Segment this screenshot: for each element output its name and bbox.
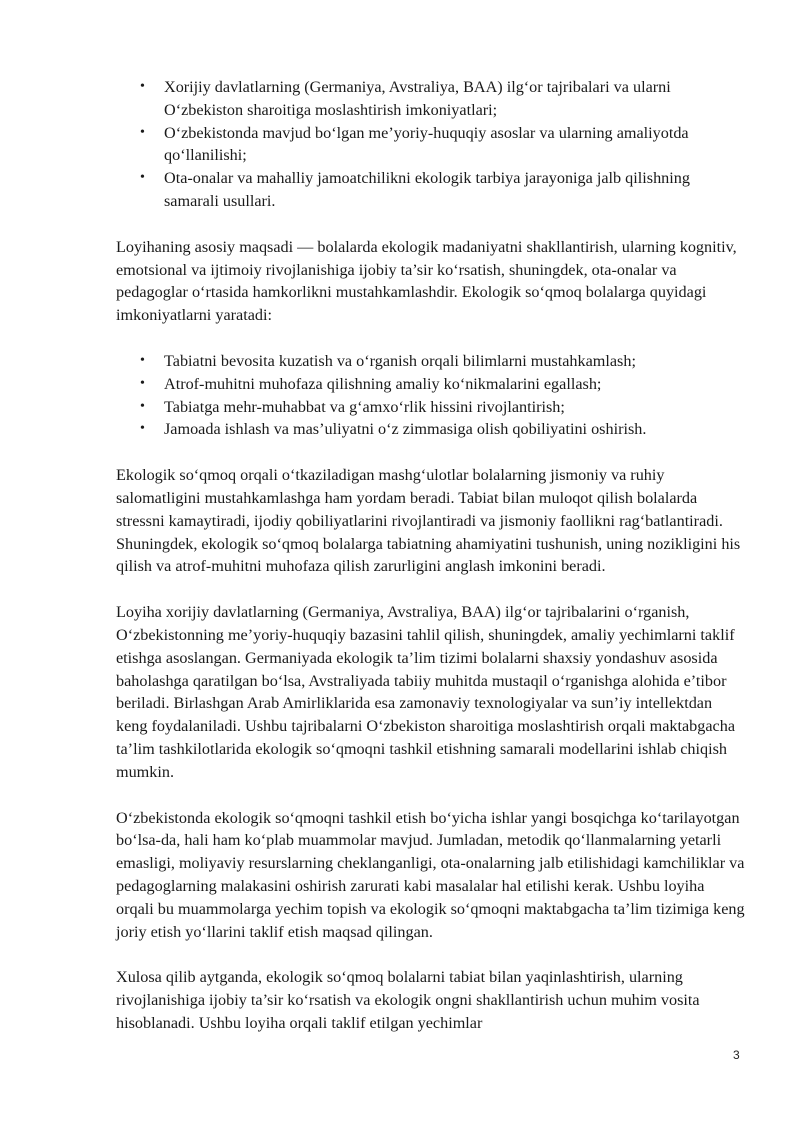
list-item: • Tabiatga mehr-muhabbat va g‘amxo‘rlik hissini rivojlantirish; xyxy=(164,396,746,419)
page-body xyxy=(116,76,746,1035)
paragraph-conclusion: Xulosa qilib aytganda, ekologik so‘qmoq bolalarni tabiat bilan yaqinlashtirish, ularning rivojlanishiga ijobiy ta’sir ko‘rsatish va ekologik ongni shakllantirish uchun muhim vosita hisoblanadi. Ushbu loyiha orqali taklif etilgan yechimlar xyxy=(116,968,700,1032)
paragraph-project-goal: Loyihaning asosiy maqsadi — bolalarda ekologik madaniyatni shakllantirish, ularning kognitiv, emotsional va ijtimoiy rivojlanishiga ijobiy ta’sir ko‘rsatish, shuningdek, ota-onalar va pedagoglar o‘rtasida hamkorlikni mustahkamlashdir. Ekologik so‘qmoq bolalarga quyidagi imkoniyatlarni yaratadi: xyxy=(116,237,737,325)
bullet-list-foreign-experience xyxy=(116,76,746,213)
list-item: • Ota-onalar va mahalliy jamoatchilikni ekologik tarbiya jarayoniga jalb qilishning samarali usullari. xyxy=(164,167,746,213)
paragraph-problems: O‘zbekistonda ekologik so‘qmoqni tashkil etish bo‘yicha ishlar yangi bosqichga ko‘tarilayotgan bo‘lsa-da, hali ham ko‘plab muammolar mavjud. Jumladan, metodik qo‘llanmalarning yetarli emasligi, moliyaviy resurslarning cheklanganligi, ota-onalarning jalb etilishidagi kamchiliklar va pedagoglarning malakasini oshirish zarurati kabi masalalar hal etilishi kerak. Ushbu loyiha orqali bu muammolarga yechim topish va ekologik so‘qmoqni maktabgacha ta’lim tizimiga keng joriy etish yo‘llarini taklif etish maqsad qilingan. xyxy=(116,808,745,941)
bullet-list-opportunities xyxy=(116,350,746,441)
list-item: • Atrof-muhitni muhofaza qilishning amaliy ko‘nikmalarini egallash; xyxy=(164,373,746,396)
paragraph-health-benefits: Ekologik so‘qmoq orqali o‘tkaziladigan mashg‘ulotlar bolalarning jismoniy va ruhiy salomatligini mustahkamlashga ham yordam beradi. Tabiat bilan muloqot qilish bolalarda stressni kamaytiradi, ijodiy qobiliyatlarini rivojlantiradi va jismoniy faollikni rag‘batlantiradi. Shuningdek, ekologik so‘qmoq bolalarga tabiatning ahamiyatini tushunish, uning nozikligini his qilish va atrof-muhitni muhofaza qilish zarurligini anglash imkonini beradi. xyxy=(116,466,741,576)
paragraph-foreign-practices: Loyiha xorijiy davlatlarning (Germaniya, Avstraliya, BAA) ilg‘or tajribalarini o‘rganish, O‘zbekistonning me’yoriy-huquqiy bazasini tahlil qilish, shuningdek, amaliy yechimlarni taklif etishga asoslangan. Germaniyada ekologik ta’lim tizimi bolalarni shaxsiy yondashuv asosida baholashga qaratilgan bo‘lsa, Avstraliyada tabiiy muhitda mustaqil o‘rganishga alohida e’tibor beriladi. Birlashgan Arab Amirliklarida esa zamonaviy texnologiyalar va sun’iy intellektdan keng foydalaniladi. Ushbu tajribalarni O‘zbekiston sharoitiga moslashtirish orqali maktabgacha ta’lim tashkilotlarida ekologik so‘qmoqni tashkil etishning samarali modellarini ishlab chiqish mumkin. xyxy=(116,603,736,781)
list-item: • Xorijiy davlatlarning (Germaniya, Avstraliya, BAA) ilg‘or tajribalari va ularni O‘zbekiston sharoitiga moslashtirish imkoniyatlari; xyxy=(164,76,746,122)
list-item: • Tabiatni bevosita kuzatish va o‘rganish orqali bilimlarni mustahkamlash; xyxy=(164,350,746,373)
list-item: • O‘zbekistonda mavjud bo‘lgan me’yoriy-huquqiy asoslar va ularning amaliyotda qo‘llanilishi; xyxy=(164,122,746,168)
page-number: 3 xyxy=(733,1048,740,1062)
list-item: • Jamoada ishlash va mas’uliyatni o‘z zimmasiga olish qobiliyatini oshirish. xyxy=(164,418,746,441)
